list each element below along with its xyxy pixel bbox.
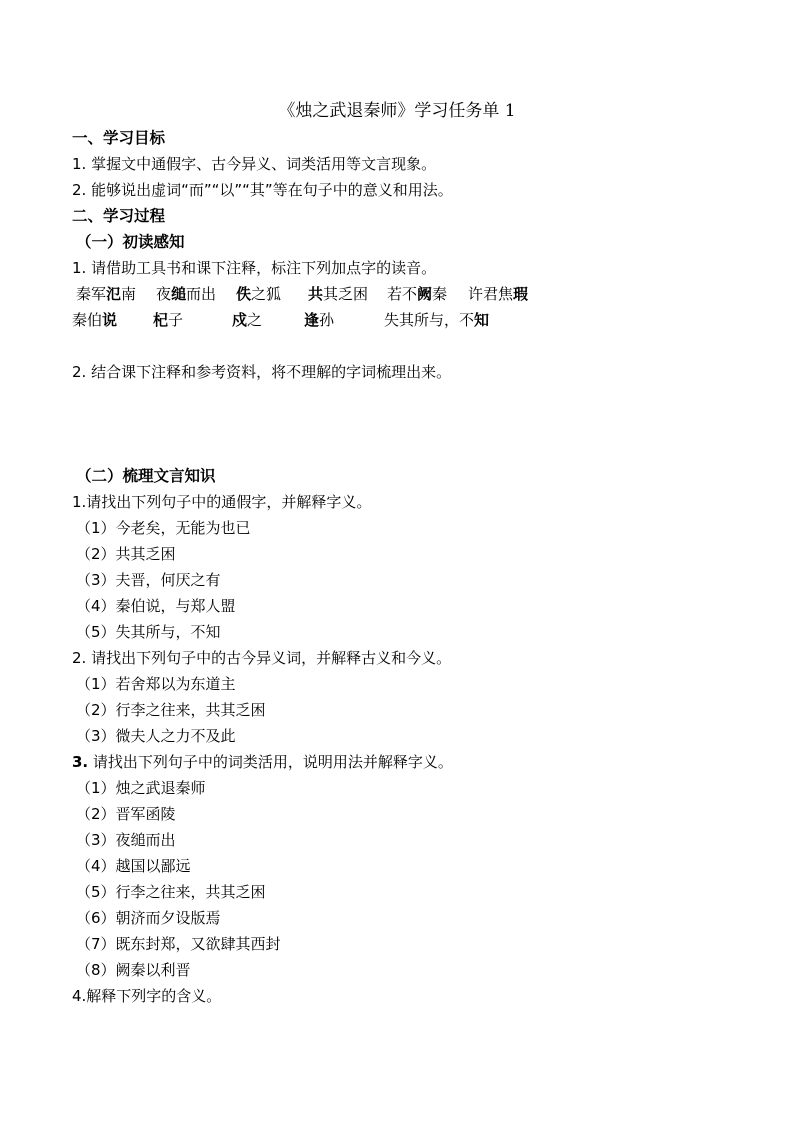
goal-item: 2. 能够说出虚词“而”“以”“其”等在句子中的意义和用法。 <box>72 181 453 199</box>
list-item: （4）秦伯说，与郑人盟 <box>76 597 236 615</box>
section-heading-goals: 一、学习目标 <box>72 129 166 147</box>
phrase: 夜缒而出 <box>156 285 217 303</box>
phrase: 秦军氾南 <box>76 285 137 303</box>
list-item: （3）微夫人之力不及此 <box>76 727 236 745</box>
phrase: 逢孙 <box>304 311 335 329</box>
phrase: 杞子 <box>153 311 184 329</box>
phrase: 许君焦瑕 <box>468 285 529 303</box>
list-item: （2）共其乏困 <box>76 545 176 563</box>
list-item: （2）晋军函陵 <box>76 805 176 823</box>
phrase: 若不阙秦 <box>387 285 448 303</box>
list-item: （1）烛之武退秦师 <box>76 779 206 797</box>
question-text: 请找出下列句子中的词类活用，说明用法并解释字义。 <box>88 753 453 771</box>
list-item: （1）今老矣，无能为也已 <box>76 519 251 537</box>
task-vocabulary: 2. 结合课下注释和参考资料，将不理解的字词梳理出来。 <box>72 363 452 381</box>
question-prompt: 1.请找出下列句子中的通假字，并解释字义。 <box>72 493 372 511</box>
list-item: （2）行李之往来，共其乏困 <box>76 701 266 719</box>
goal-item: 1. 掌握文中通假字、古今异义、词类活用等文言现象。 <box>72 155 437 173</box>
list-item: （3）夜缒而出 <box>76 831 176 849</box>
subsection-heading-classical-knowledge: （二）梳理文言知识 <box>76 467 216 485</box>
list-item: （7）既东封郑，又欲肆其西封 <box>76 935 281 953</box>
question-prompt <box>72 752 453 772</box>
phrase: 戍之 <box>232 311 263 329</box>
question-prompt: 2. 请找出下列句子中的古今异义词，并解释古义和今义。 <box>72 649 452 667</box>
phrase: 秦伯说 <box>72 311 118 329</box>
list-item: （8）阙秦以利晋 <box>76 961 191 979</box>
section-heading-process: 二、学习过程 <box>72 207 166 225</box>
list-item: （1）若舍郑以为东道主 <box>76 675 236 693</box>
list-item: （6）朝济而夕设版焉 <box>76 909 221 927</box>
question-number: 3. <box>72 753 89 771</box>
task-pronunciation: 1. 请借助工具书和课下注释，标注下列加点字的读音。 <box>72 259 437 277</box>
list-item: （4）越国以鄙远 <box>76 857 191 875</box>
subsection-heading-first-reading: （一）初读感知 <box>76 233 185 251</box>
list-item: （5）行李之往来，共其乏困 <box>76 883 266 901</box>
phrase: 共其乏困 <box>308 285 369 303</box>
question-prompt: 4.解释下列字的含义。 <box>72 987 222 1005</box>
phrase: 失其所与，不知 <box>384 311 490 329</box>
phrase: 佚之狐 <box>236 285 282 303</box>
list-item: （3）夫晋，何厌之有 <box>76 571 221 589</box>
list-item: （5）失其所与，不知 <box>76 623 221 641</box>
page-title: 《烛之武退秦师》学习任务单 1 <box>278 101 516 121</box>
